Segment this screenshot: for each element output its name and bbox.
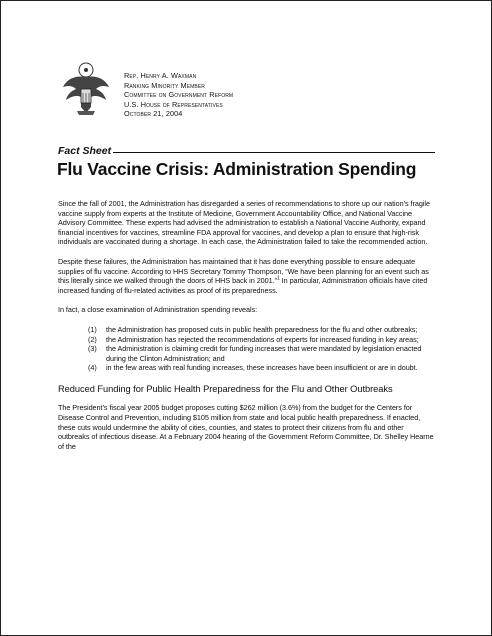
congressional-seal-icon (61, 61, 111, 117)
header-house: U.S. House of Representatives (124, 99, 223, 109)
paragraph-intro: Since the fall of 2001, the Administration has disregarded a series of recommendations to shore up our nation’s fragile vaccine supply from experts at the Institute of Medicine, Government Accountability Office, and National Vaccine Advisory Committee. These experts had advised the administration to establish a National Vaccine Authority, expand financial incentives for vaccines, streamline FDA approval for vaccines, and develop a plan to ensure that high-risk individuals are vaccinated during a shortage. In each case, the Administration failed to take the recommended action. (58, 199, 430, 247)
list-number: (1) (88, 324, 97, 334)
header-name: Rep. Henry A. Waxman (124, 71, 197, 80)
list-number: (4) (88, 363, 97, 373)
paragraph-despite (58, 257, 436, 295)
paragraph-despite-text-end: In particular, Administration officials have cited increased funding of flu-related activities as proof of its preparedness. (58, 276, 428, 295)
header-role: Ranking Minority Member (124, 80, 206, 90)
fact-sheet-label: Fact Sheet (58, 145, 112, 157)
list-text: in the few areas with real funding increases, these increases have been insufficient or are in doubt. (106, 363, 418, 373)
list-item (88, 325, 436, 335)
office-header (124, 71, 233, 119)
paragraph-budget: The President’s fiscal year 2005 budget proposes cutting $262 million (3.6%) from the budget for the Centers for Disease Control and Prevention, including $105 million from state and local public health preparedness. If enacted, these cuts would undermine the ability of cities, counties, and states to protect their citizens from flu and other outbreaks of infectious disease. At a February 2004 hearing of the Government Reform Committee, Dr. Shelley Hearne of the (58, 403, 434, 451)
list-item (88, 335, 436, 345)
list-number: (3) (88, 344, 97, 354)
findings-list (58, 325, 436, 373)
paragraph-despite-text: Despite these failures, the Administration has maintained that it has done everything possible to ensure adequate supplies of flu vaccine. According to HHS Secretary Tommy Thompson, “We have been planning for an event such as this literally since we walked through the doors of HHS back in 2001.” (58, 256, 429, 286)
list-item (88, 344, 436, 363)
section-subheading: Reduced Funding for Public Health Preparedness for the Flu and Other Outbreaks (58, 383, 393, 394)
header-committee: Committee on Government Reform (124, 90, 234, 100)
document-title: Flu Vaccine Crisis: Administration Spending (57, 159, 417, 179)
list-item (88, 363, 436, 373)
paragraph-in-fact: In fact, a close examination of Administration spending reveals: (58, 305, 258, 315)
list-text: the Administration has rejected the recommendations of experts for increased funding in key areas; (106, 334, 419, 344)
list-text: the Administration is claiming credit for funding increases that were mandated by legislation enacted during the Clinton Administration; and (106, 344, 422, 363)
document-body (58, 199, 436, 461)
footnote-ref[interactable]: 1 (276, 275, 280, 282)
title-rule (113, 152, 435, 153)
list-text: the Administration has proposed cuts in public health preparedness for the flu and other outbreaks; (106, 324, 418, 334)
header-date: October 21, 2004 (124, 109, 183, 119)
list-number: (2) (88, 334, 97, 344)
